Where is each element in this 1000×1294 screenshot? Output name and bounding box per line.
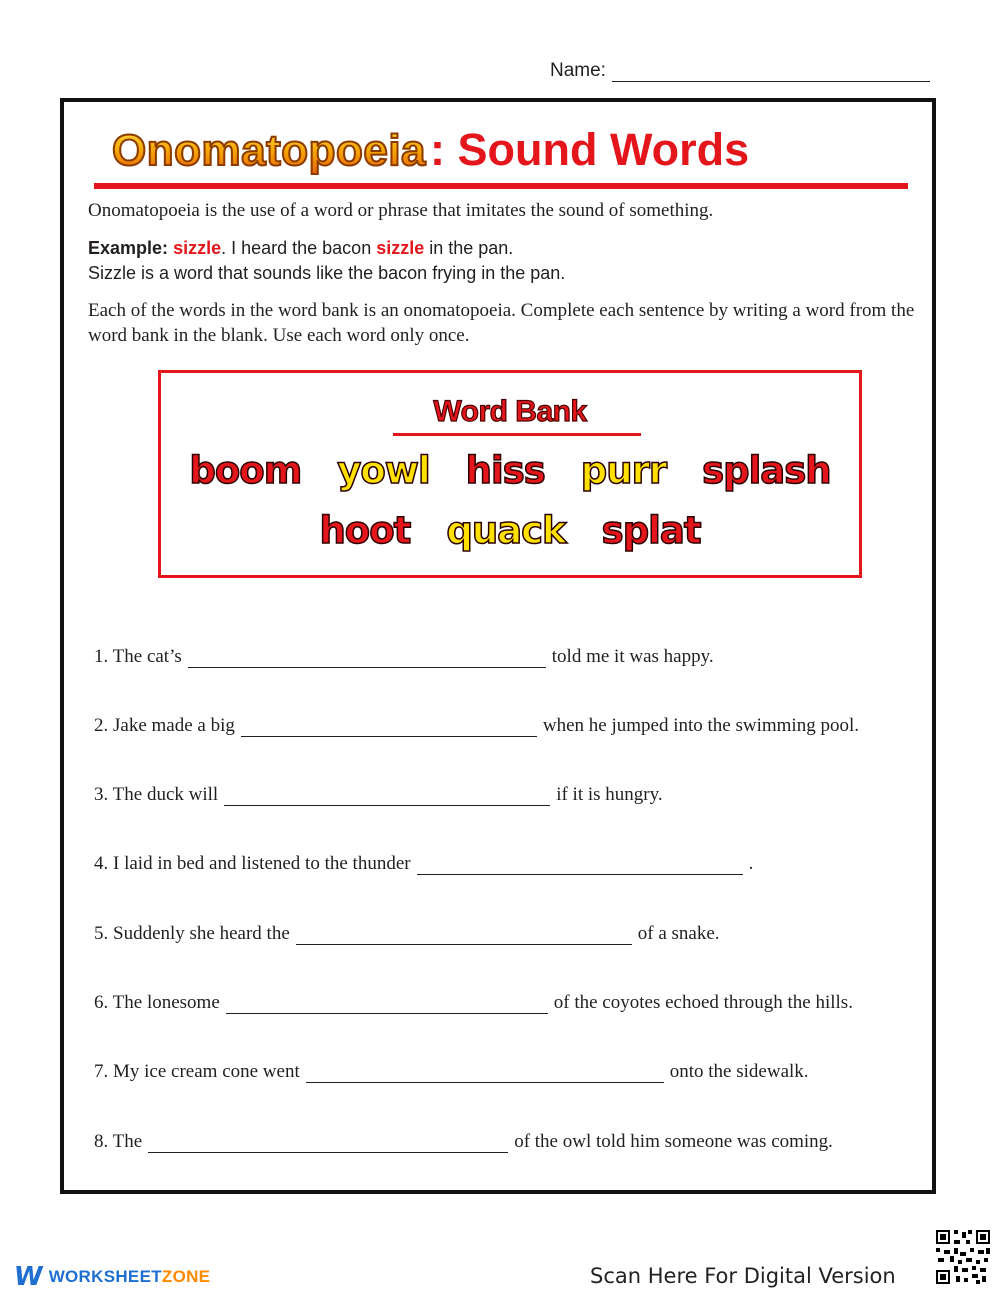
question-text-before: 4. I laid in bed and listened to the thunder (94, 853, 411, 874)
example-line2: Sizzle is a word that sounds like the bacon frying in the pan. (88, 263, 566, 283)
question-text-after: of the coyotes echoed through the hills. (553, 992, 853, 1013)
worksheet-frame (60, 98, 936, 1194)
example-label: Example: (88, 238, 169, 258)
answer-blank[interactable] (241, 718, 537, 737)
question-4 (94, 853, 753, 875)
title-rest: : Sound Words (430, 124, 750, 175)
answer-blank[interactable] (296, 926, 632, 945)
scan-caption: Scan Here For Digital Version (590, 1264, 896, 1288)
word-bank-word: quack (446, 509, 566, 552)
logo-text-main: WORKSHEET (48, 1267, 162, 1286)
example-sentence-end: in the pan. (424, 238, 514, 258)
answer-blank[interactable] (188, 649, 546, 668)
question-text-after: told me it was happy. (551, 646, 714, 667)
question-text-after: of the owl told him someone was coming. (514, 1131, 833, 1152)
question-text-before: 2. Jake made a big (94, 715, 235, 736)
question-text-before: 7. My ice cream cone went (94, 1061, 300, 1082)
question-text-after: onto the sidewalk. (669, 1061, 809, 1082)
word-bank-row-1 (161, 449, 859, 492)
question-text-after: if it is hungry. (556, 784, 663, 805)
word-bank-word: hoot (319, 509, 411, 552)
question-text-before: 1. The cat’s (94, 646, 182, 667)
logo-text (49, 1267, 211, 1287)
page-title (112, 124, 749, 176)
word-bank-word: hiss (465, 449, 545, 492)
title-underline (94, 183, 908, 189)
name-blank[interactable] (612, 63, 930, 82)
question-text-after: of a snake. (637, 923, 720, 944)
word-bank-word: splash (702, 449, 831, 492)
word-bank-word: boom (189, 449, 302, 492)
question-text-before: 3. The duck will (94, 784, 219, 805)
word-bank-title: Word Bank (433, 395, 587, 428)
logo-mark-icon: W (11, 1262, 45, 1292)
instructions-text: Each of the words in the word bank is an onomatopoeia. Complete each sentence by writing a word from the word bank in the blank. Use each word only once. (88, 300, 915, 346)
question-2 (94, 715, 859, 737)
example-block (88, 236, 918, 286)
answer-blank[interactable] (306, 1064, 664, 1083)
intro-text: Onomatopoeia is the use of a word or phrase that imitates the sound of something. (88, 200, 714, 221)
question-text-after: when he jumped into the swimming pool. (542, 715, 859, 736)
word-bank-word: splat (601, 509, 701, 552)
question-7 (94, 1061, 809, 1083)
logo-text-accent: ZONE (161, 1267, 211, 1286)
word-bank-word: yowl (337, 449, 430, 492)
name-label: Name: (550, 60, 606, 81)
question-text-after: . (748, 853, 754, 874)
question-text-before: 8. The (94, 1131, 143, 1152)
word-bank (158, 370, 862, 578)
example-word-in-sentence: sizzle (376, 238, 425, 258)
answer-blank[interactable] (148, 1134, 508, 1153)
question-text-before: 5. Suddenly she heard the (94, 923, 290, 944)
question-8 (94, 1131, 833, 1153)
word-bank-underline (393, 433, 641, 436)
title-word: Onomatopoeia (112, 126, 427, 175)
word-bank-word: purr (580, 449, 667, 492)
answer-blank[interactable] (417, 856, 743, 875)
name-field (550, 60, 930, 82)
question-1 (94, 646, 714, 668)
example-sentence-start: . I heard the bacon (221, 238, 377, 258)
question-6 (94, 992, 853, 1014)
qr-code-icon[interactable] (934, 1228, 992, 1286)
question-text-before: 6. The lonesome (94, 992, 220, 1013)
question-3 (94, 784, 663, 806)
answer-blank[interactable] (226, 995, 548, 1014)
example-word: sizzle (173, 238, 222, 258)
worksheetzone-logo[interactable] (11, 1262, 211, 1292)
word-bank-row-2 (161, 509, 859, 552)
answer-blank[interactable] (224, 787, 550, 806)
question-5 (94, 923, 720, 945)
